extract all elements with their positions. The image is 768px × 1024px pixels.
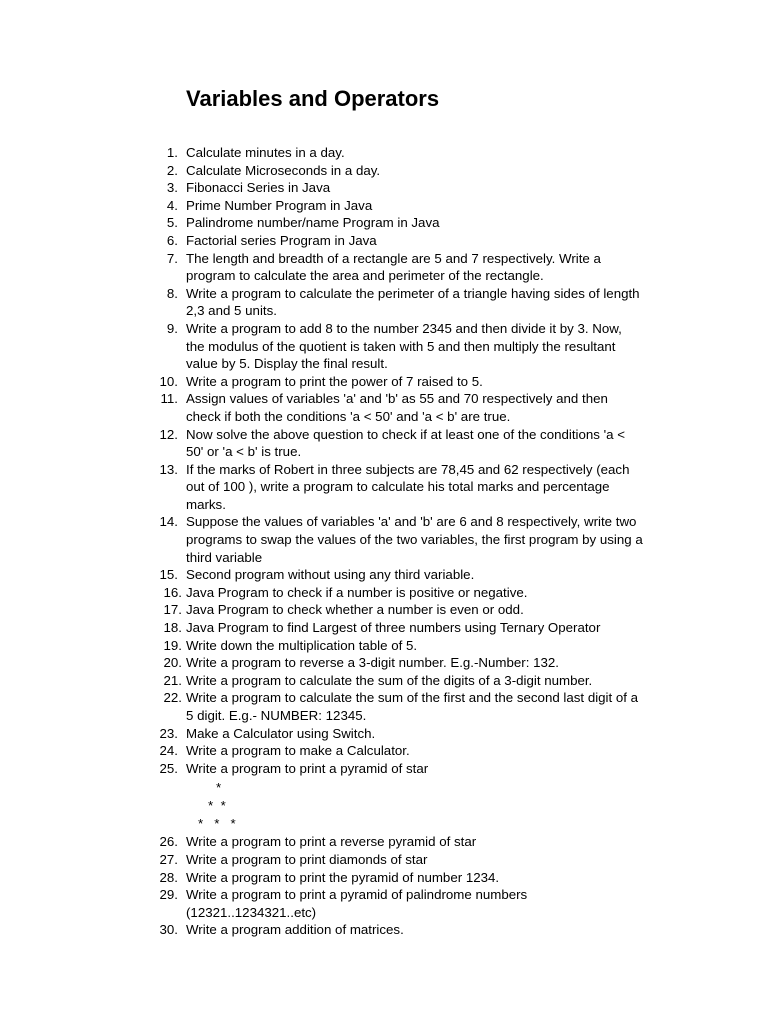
list-item [0,672,678,690]
item-number: 1. [166,145,178,160]
item-text: out of 100 ), write a program to calculate his total marks and percentage [186,479,610,495]
list-item [0,833,678,851]
item-number: 13. [159,461,178,477]
list-item [0,214,678,232]
star-pyramid [0,777,768,833]
list-item [0,760,678,778]
list-item [0,390,678,425]
list-item [0,869,678,887]
list-item [0,921,678,939]
item-text: Calculate Microseconds in a day. [186,162,381,178]
item-number: 17. [163,602,182,618]
list-item [0,619,678,637]
item-text: 50' or 'a < b' is true. [186,444,302,460]
item-text: Second program without using any third variable. [186,567,475,583]
item-text: Write a program to print a reverse pyramid of star [186,834,477,850]
list-item [0,725,678,743]
item-number: 30. [159,922,178,938]
item-text: Write a program to print diamonds of star [186,851,428,867]
item-text: If the marks of Robert in three subjects are 78,45 and 62 respectively (each [186,461,630,477]
item-number: 7. [166,250,178,266]
item-text: Write a program to calculate the perimeter of a triangle having sides of length [186,285,640,301]
item-text: programs to swap the values of the two variables, the first program by using a [186,532,643,548]
item-number: 22. [163,690,182,706]
list-item [0,285,678,320]
list-item [0,232,678,250]
list-item [0,566,678,584]
item-text: program to calculate the area and perimeter of the rectangle. [186,268,544,284]
item-number: 25. [159,760,178,776]
list-item [0,851,678,869]
item-text: third variable [186,549,263,565]
item-number: 10. [159,373,178,389]
list-item [0,162,678,180]
item-number: 20. [163,655,182,671]
item-text: Write a program to print a pyramid of palindrome numbers [186,887,528,903]
item-text: Now solve the above question to check if at least one of the conditions 'a < [186,426,626,442]
item-text: Write down the multiplication table of 5. [186,637,418,653]
item-text: Write a program to print a pyramid of star [186,760,429,776]
list-item [0,197,678,215]
pyramid-row: * [216,780,222,796]
list-item [0,689,678,724]
item-text: Write a program to reverse a 3-digit number. E.g.-Number: 132. [186,655,559,671]
item-number: 9. [166,320,178,336]
pyramid-row: * * * [198,816,236,832]
page-title: Variables and Operators [186,86,440,111]
item-number: 28. [159,869,178,885]
item-text: Calculate minutes in a day. [186,145,345,160]
item-number: 11. [160,391,178,407]
list-item [0,886,678,921]
item-text: Java Program to check if a number is positive or negative. [186,584,528,600]
list-item [0,426,678,461]
item-text: check if both the conditions 'a < 50' and 'a < b' are true. [186,408,511,424]
item-text: Write a program to add 8 to the number 2345 and then divide it by 3. Now, [186,320,622,336]
item-text: Assign values of variables 'a' and 'b' as 55 and 70 respectively and then [186,391,608,407]
item-number: 29. [159,887,178,903]
list-item [0,584,678,602]
item-text: Make a Calculator using Switch. [186,725,376,741]
item-number: 6. [166,232,178,248]
list-item [0,742,678,760]
item-text: (12321..1234321..etc) [186,904,317,920]
item-text: value by 5. Display the final result. [186,356,388,372]
item-text: Write a program to calculate the sum of the digits of a 3-digit number. [186,672,593,688]
list-item [0,601,678,619]
item-number: 24. [159,743,178,759]
item-text: marks. [186,496,226,512]
item-text: Write a program to make a Calculator. [186,743,410,759]
item-number: 8. [166,285,178,301]
item-text: 2,3 and 5 units. [186,303,277,319]
item-number: 15. [159,567,178,583]
list-item [0,179,678,197]
pyramid-row: * * [208,798,226,814]
item-number: 3. [166,180,178,196]
item-text: Write a program to calculate the sum of the first and the second last digit of a [186,690,639,706]
list-item [0,654,678,672]
list-item [0,373,678,391]
item-number: 14. [159,514,178,530]
item-text: Suppose the values of variables 'a' and 'b' are 6 and 8 respectively, write two [186,514,637,530]
item-number: 19. [163,637,182,653]
list-item [0,250,678,285]
item-text: the modulus of the quotient is taken with 5 and then multiply the resultant [186,338,616,354]
item-text: Factorial series Program in Java [186,232,377,248]
item-text: Write a program to print the pyramid of number 1234. [186,869,500,885]
list-item [0,461,678,514]
item-text: 5 digit. E.g.- NUMBER: 12345. [186,708,367,723]
item-text: Palindrome number/name Program in Java [186,215,440,231]
item-number: 26. [159,834,178,850]
item-number: 23. [159,725,178,741]
list-item [0,144,678,162]
list-item [0,637,678,655]
item-text: The length and breadth of a rectangle are 5 and 7 respectively. Write a [186,250,601,266]
item-text: Write a program addition of matrices. [186,922,404,938]
item-number: 4. [166,197,178,213]
item-text: Write a program to print the power of 7 raised to 5. [186,373,483,389]
item-number: 5. [166,215,178,231]
item-number: 18. [163,620,182,636]
list-item [0,320,678,373]
item-number: 27. [159,851,178,867]
list-item [0,513,678,566]
item-number: 2. [166,162,178,178]
item-text: Prime Number Program in Java [186,197,373,213]
item-number: 12. [159,426,178,442]
item-text: Java Program to find Largest of three numbers using Ternary Operator [186,620,601,636]
exercise-list [0,144,768,939]
item-text: Java Program to check whether a number is even or odd. [186,602,524,618]
item-text: Fibonacci Series in Java [186,180,331,196]
item-number: 21. [163,672,182,688]
item-number: 16. [163,584,182,600]
